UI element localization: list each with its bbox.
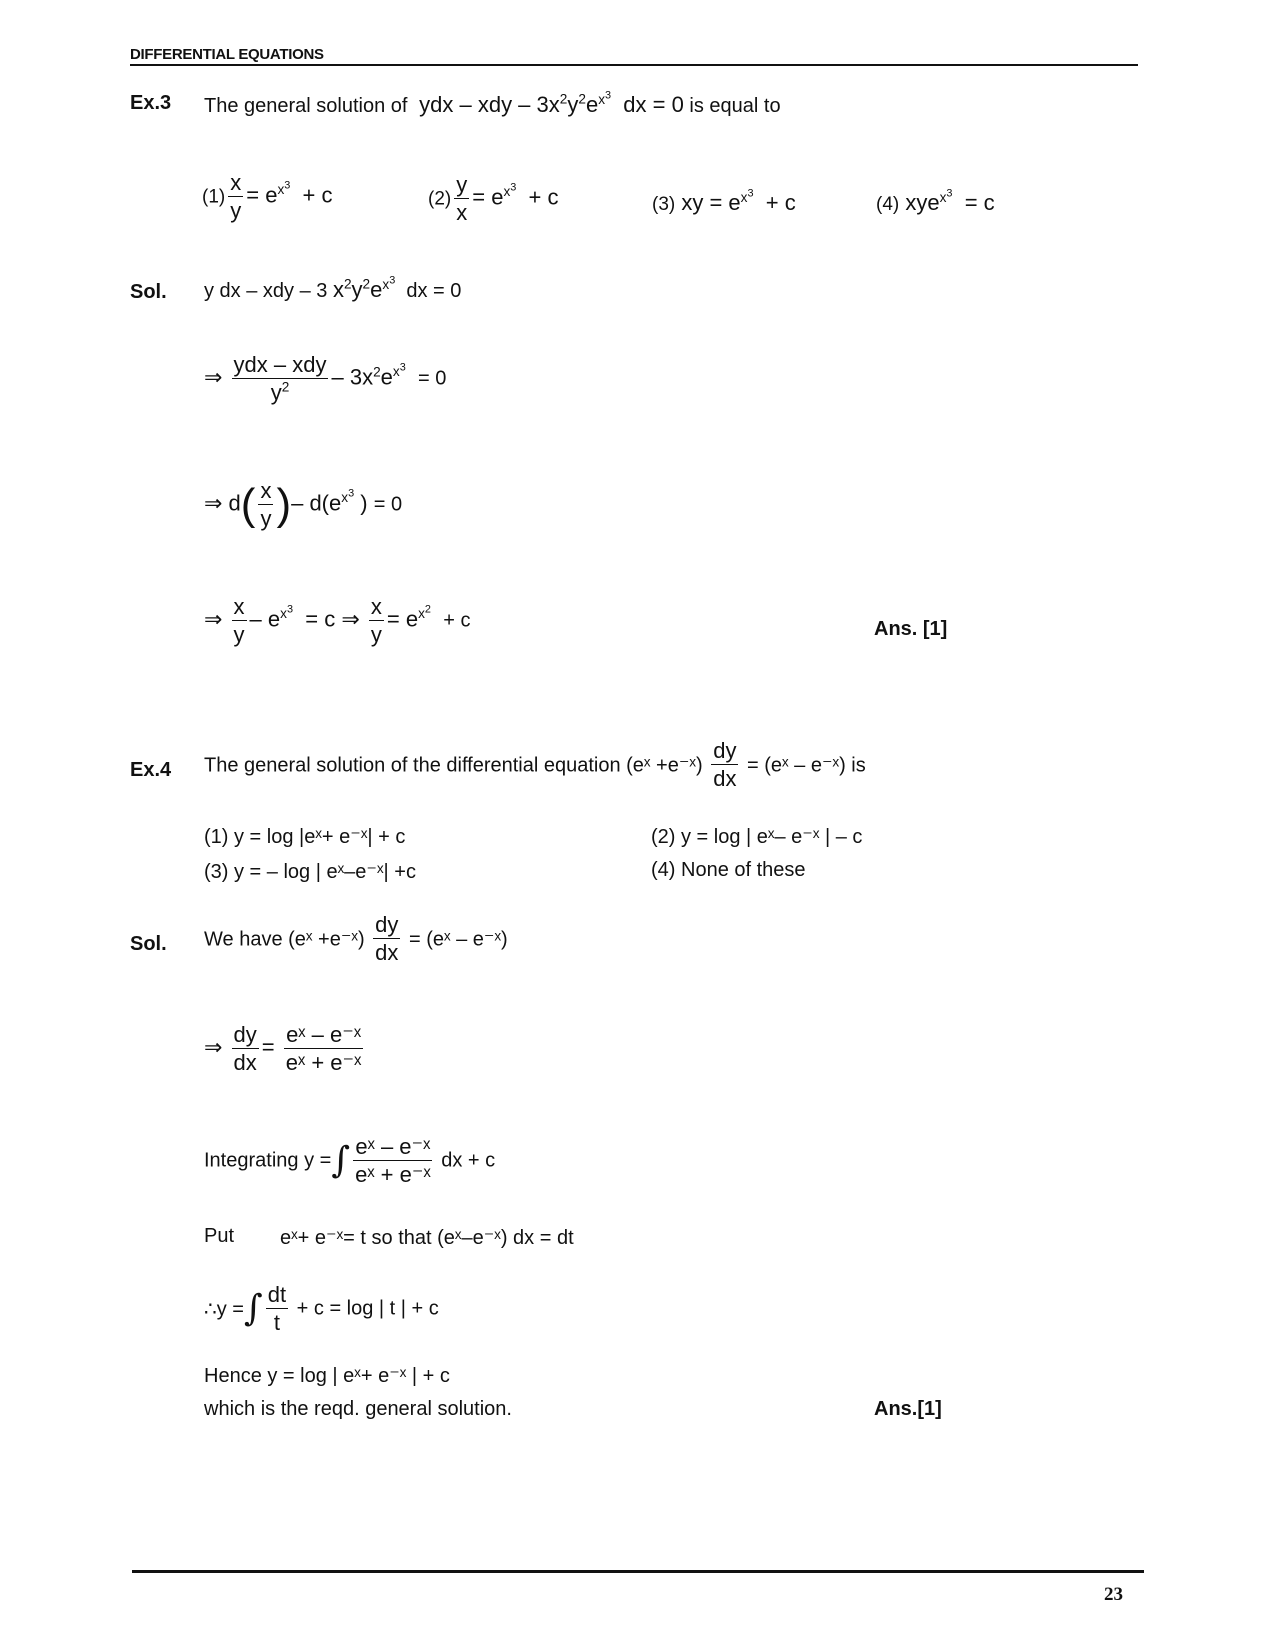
ex3-question — [204, 89, 781, 118]
integral-symbol: ∫ — [243, 1287, 263, 1329]
integral-symbol: ∫ — [331, 1139, 351, 1181]
ex3-option-1: (1) $\frac{x}{y}$ = $e^{x^3} + c$ — [202, 170, 333, 224]
header-rule — [130, 64, 1138, 66]
running-header: DIFFERENTIAL EQUATIONS — [130, 46, 324, 63]
page-number: 23 — [1104, 1584, 1123, 1605]
ex3-step-4: ⇒ $\frac{x}{y}$ – $e^{x^3} = c$ ⇒ $\frac{x}{y}$ = $e^{x^2} + c$ — [204, 594, 471, 648]
ex4-label: Ex.4 — [130, 759, 172, 781]
ex4-step-therefore: ∴y =∫ $\frac{dt}{t}$ + c = log | t | + c — [204, 1282, 439, 1336]
ex4-option-1: (1) y = log |eˣ+ e⁻ˣ| + c — [204, 826, 406, 848]
ex3-question-prefix: The general solution of — [204, 95, 408, 117]
ex3-question-equation: ydx – xdy – $3x^2y^2e^{x^3}$ dx = 0 — [413, 89, 684, 117]
ex4-put-text: eˣ+ e⁻ˣ= t so that (eˣ–e⁻ˣ) dx = dt — [280, 1227, 574, 1249]
ex3-step-1: y dx – xdy – 3 $x^2y^2e^{x^3}$ dx = 0 — [204, 274, 462, 302]
ex3-step-2: ⇒ $\frac{\text{ydx – xdy}}{y^2}$ – $3x^2e^{x^3} = 0$ — [204, 352, 447, 406]
ex4-hence: Hence y = log | eˣ+ e⁻ˣ | + c — [204, 1365, 450, 1387]
ex3-option-2: (2) $\frac{y}{x}$ = $e^{x^3} + c$ — [428, 172, 559, 226]
ex4-step-1: We have (eˣ +e⁻ˣ) $\frac{dy}{dx}$ = (eˣ – e⁻ˣ) — [204, 912, 508, 966]
ex3-label: Ex.3 — [130, 92, 172, 114]
ex3-step-3: ⇒ d( $\frac{x}{y}$ )– $d(e^{x^3}$ ) = 0 — [204, 478, 403, 532]
ex4-conclusion: which is the reqd. general solution. — [204, 1398, 512, 1420]
ex3-option-3: (3) xy = $e^{x^3} + c$ — [652, 187, 796, 215]
ex4-answer: Ans.[1] — [874, 1398, 942, 1420]
ex4-sol-label: Sol. — [130, 933, 167, 955]
ex4-option-4: (4) None of these — [651, 859, 806, 881]
ex4-question: The general solution of the differential equation (eˣ +e⁻ˣ) $\frac{dy}{dx}$ = (eˣ – e⁻ˣ) is — [204, 738, 866, 792]
ex4-option-3: (3) y = – log | eˣ–e⁻ˣ| +c — [204, 861, 416, 883]
ex3-question-suffix: is equal to — [689, 95, 781, 117]
ex4-step-integrating: Integrating y =∫ $\frac{\text{eˣ – e⁻ˣ}}{\text{eˣ + e⁻ˣ}}$ dx + c — [204, 1134, 496, 1188]
ex4-option-2: (2) y = log | eˣ– e⁻ˣ | – c — [651, 826, 863, 848]
ex4-step-2: ⇒ $\frac{dy}{dx}$ = $\frac{\text{eˣ – e⁻ˣ}}{\text{eˣ + e⁻ˣ}}$ — [204, 1022, 362, 1076]
ex3-sol-label: Sol. — [130, 281, 167, 303]
footer-rule — [132, 1570, 1144, 1573]
ex3-option-4: (4) xye$^{x^3}$ = c — [876, 187, 995, 215]
ex4-put-label: Put — [204, 1225, 235, 1247]
ex3-answer: Ans. [1] — [874, 618, 948, 640]
